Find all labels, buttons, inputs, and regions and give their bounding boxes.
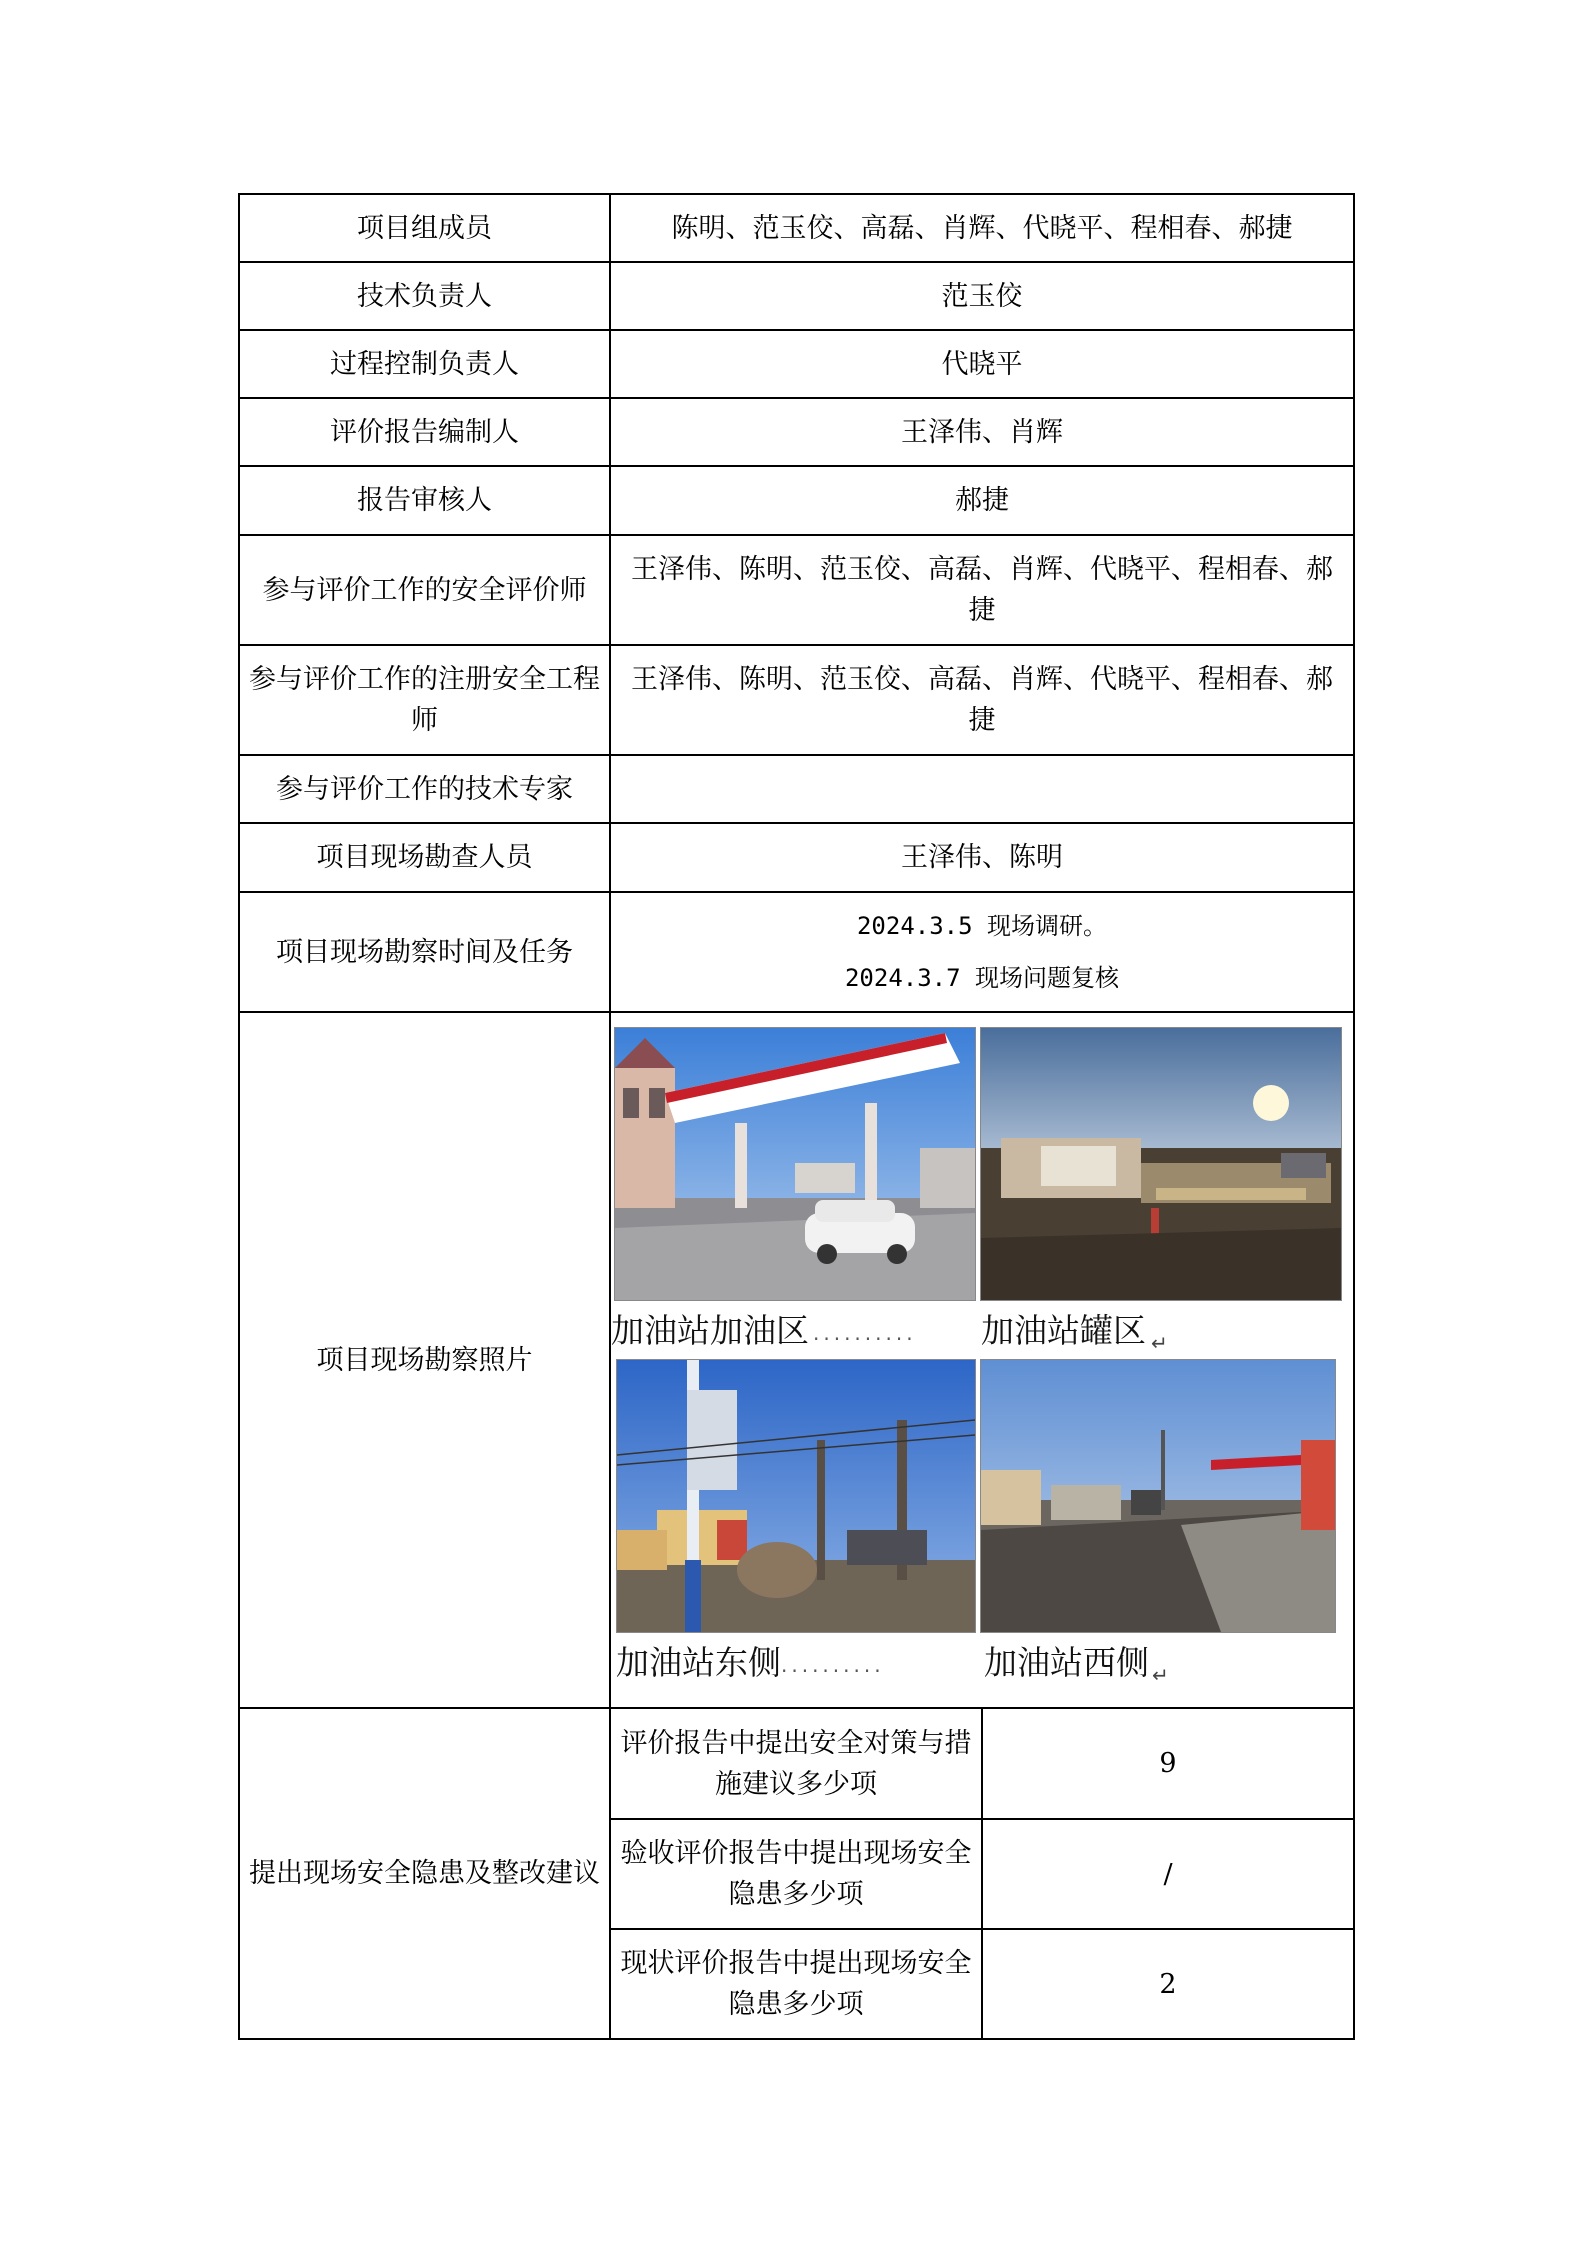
row-value: 代晓平 [610,330,1354,398]
caption-east-side: 加油站东侧 [616,1643,781,1682]
table-row [239,330,1354,398]
survey-line-2: 2024.3.7 现场问题复核 [844,964,1120,992]
row-label: 参与评价工作的技术专家 [239,755,610,823]
row-label: 过程控制负责人 [239,330,610,398]
photo-east-side [616,1359,976,1633]
table-row [239,398,1354,466]
survey-line-1: 2024.3.5 现场调研。 [856,912,1108,940]
return-mark-icon: ↵ [1151,1331,1168,1355]
row-label: 技术负责人 [239,262,610,330]
photos-cell [610,1012,1354,1708]
row-value: 范玉佼 [610,262,1354,330]
hazard-answer: / [982,1819,1354,1929]
table-row [239,194,1354,262]
return-mark-icon: ↵ [1152,1663,1169,1687]
row-value: 王泽伟、陈明 [610,823,1354,892]
hazard-question: 现状评价报告中提出现场安全隐患多少项 [610,1929,982,2039]
caption-fueling-area: 加油站加油区 [611,1311,809,1350]
hazard-question: 评价报告中提出安全对策与措施建议多少项 [610,1708,982,1819]
row-label: 项目现场勘查人员 [239,823,610,892]
caption-dots: ·········· [781,1659,885,1683]
row-label: 项目组成员 [239,194,610,262]
photo-fueling-area [614,1027,976,1301]
photos-label: 项目现场勘察照片 [239,1012,610,1708]
survey-value [610,892,1354,1012]
row-label: 评价报告编制人 [239,398,610,466]
row-label: 报告审核人 [239,466,610,535]
photo-west-side [980,1359,1336,1633]
hazard-question: 验收评价报告中提出现场安全隐患多少项 [610,1819,982,1929]
photo-grid [611,1021,1371,1699]
row-value [610,755,1354,823]
survey-row [239,892,1354,1012]
hazards-label: 提出现场安全隐患及整改建议 [239,1708,610,2039]
table-row [239,823,1354,892]
photos-row [239,1012,1354,1708]
table-row [239,755,1354,823]
table-row [239,535,1354,645]
table-row [239,645,1354,755]
caption-west-side: 加油站西侧 [984,1643,1149,1682]
photo-tank-area [980,1027,1342,1301]
row-value: 王泽伟、陈明、范玉佼、高磊、肖辉、代晓平、程相春、郝捷 [610,535,1354,645]
row-label: 参与评价工作的注册安全工程师 [239,645,610,755]
survey-label: 项目现场勘察时间及任务 [239,892,610,1012]
row-value: 王泽伟、肖辉 [610,398,1354,466]
caption-dots: ·········· [813,1327,917,1351]
table-row [239,262,1354,330]
row-label: 参与评价工作的安全评价师 [239,535,610,645]
hazard-row [239,1708,1354,1819]
hazard-answer: 2 [982,1929,1354,2039]
hazard-answer: 9 [982,1708,1354,1819]
row-value: 陈明、范玉佼、高磊、肖辉、代晓平、程相春、郝捷 [610,194,1354,262]
report-info-table [238,193,1355,2040]
caption-tank-area: 加油站罐区 [981,1311,1146,1350]
row-value: 王泽伟、陈明、范玉佼、高磊、肖辉、代晓平、程相春、郝捷 [610,645,1354,755]
table-row [239,466,1354,535]
row-value: 郝捷 [610,466,1354,535]
